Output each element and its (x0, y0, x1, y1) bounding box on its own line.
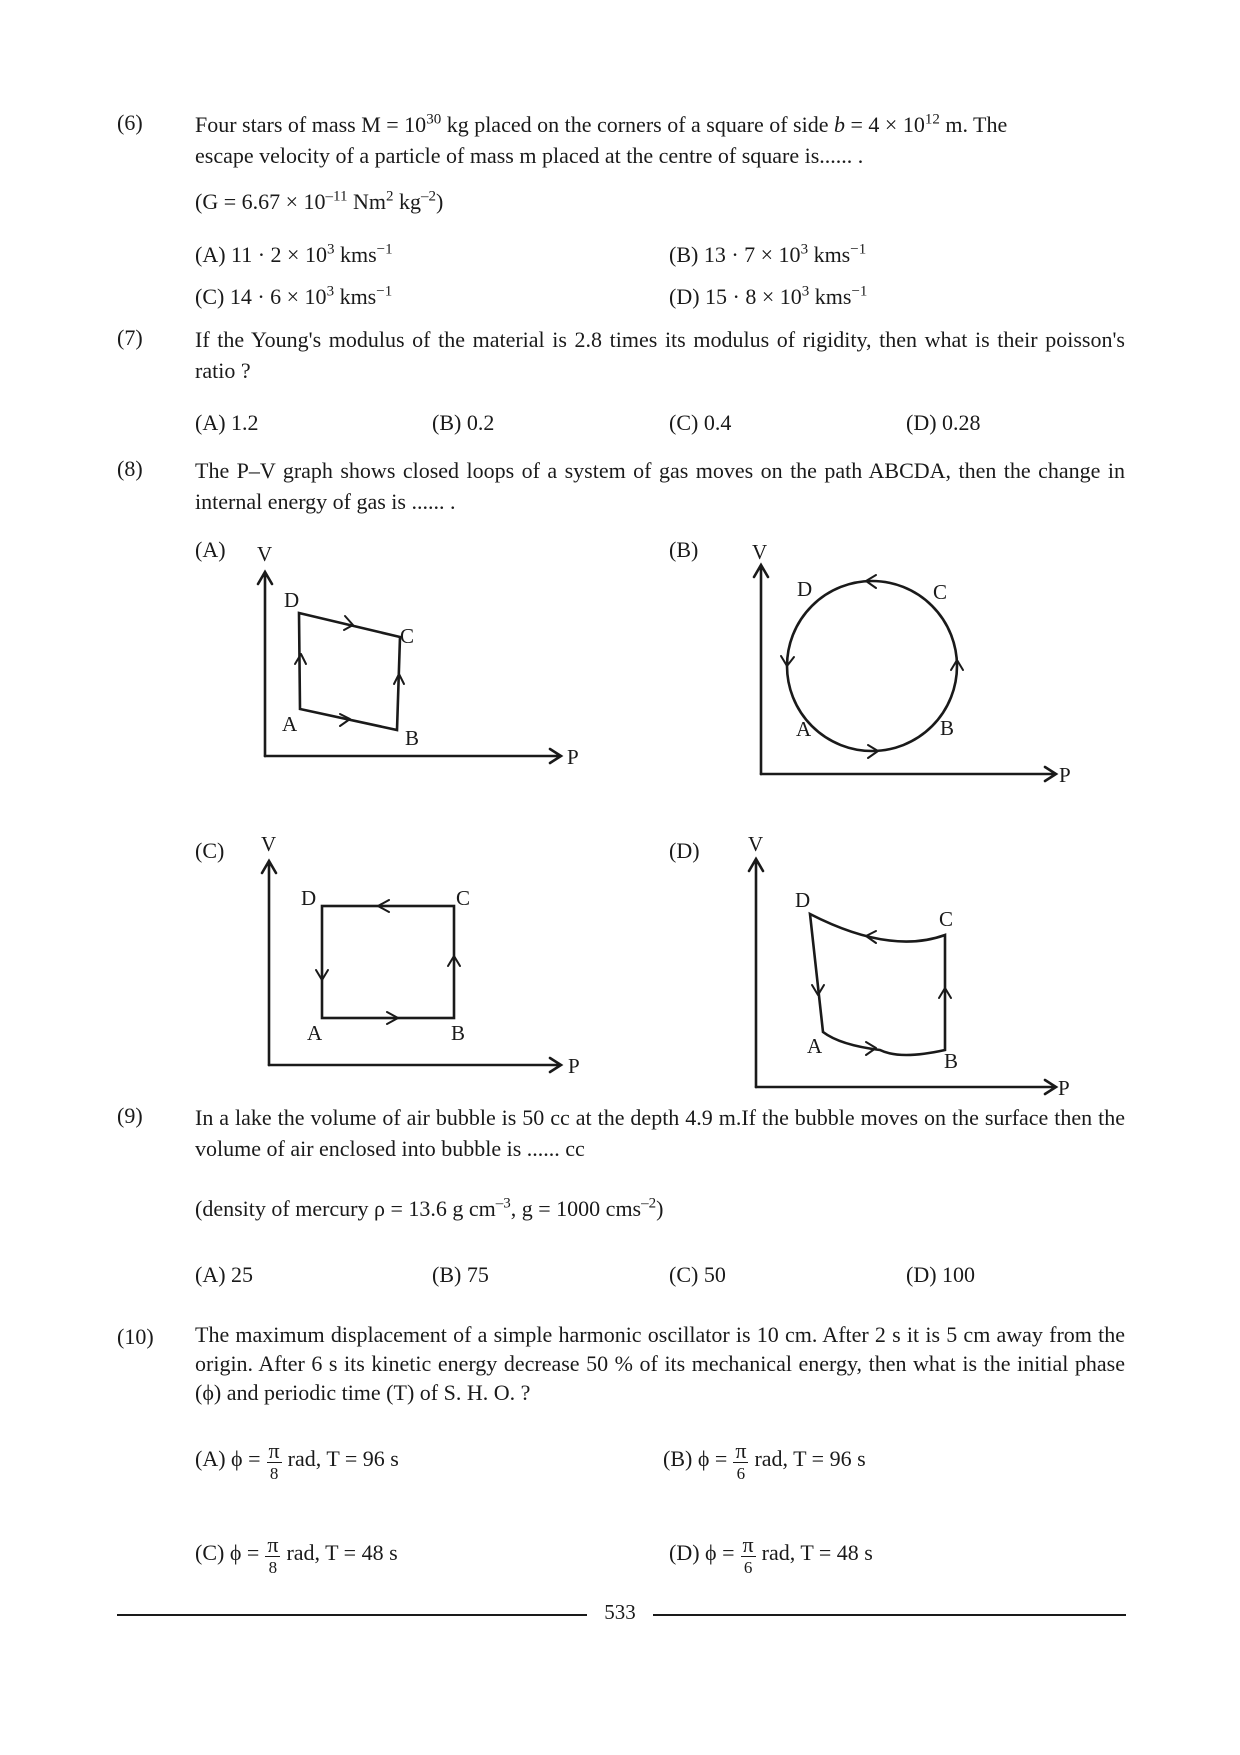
q9-option-c[interactable]: (C) 50 (669, 1262, 726, 1287)
q10-option-a[interactable]: (A) ϕ = $\frac{\pi}{8}$ rad, T = 96 s (195, 1438, 399, 1483)
q9-option-a[interactable]: (A) 25 (195, 1262, 254, 1287)
q9-text: In a lake the volume of air bubble is 50 cc at the depth 4.9 m.If the bubble moves on the surface then the volume of air enclosed into bubble is ...... cc (195, 1105, 1125, 1161)
q7-number: (7) (117, 325, 143, 350)
q10-text: The maximum displacement of a simple harmonic oscillator is 10 cm. After 2 s it is 5 cm away from the origin. After 6 s its kinetic energy decrease 50 % of its mechanical energy, then what is the initial phase (ϕ) and periodic time (T) of S. H. O. ? (195, 1322, 1125, 1405)
q10-option-c[interactable]: (C) ϕ = $\frac{\pi}{8}$ rad, T = 48 s (195, 1532, 398, 1577)
graph-c-point-c: C (456, 886, 471, 910)
q7-text: If the Young's modulus of the material is 2.8 times its modulus of rigidity, then what is their poisson's ratio ? (195, 327, 1125, 383)
q6-constant-g: ($G = 6.67 \times 10^{-11}$ Nm$^2$ $kg^{-2}$) (195, 188, 444, 214)
graph-c-point-d: D (301, 886, 317, 910)
q6-option-b[interactable]: (B) $13 \cdot 7 \times 10^3$ kms$^{-1}$ (669, 241, 867, 267)
q8-option-d-label[interactable]: (D) (669, 838, 700, 863)
graph-a-point-c: C (400, 624, 415, 648)
q10-option-b[interactable]: (B) ϕ = $\frac{\pi}{6}$ rad, T = 96 s (663, 1438, 866, 1483)
q10-option-d[interactable]: (D) ϕ = $\frac{\pi}{6}$ rad, T = 48 s (669, 1532, 873, 1577)
graph-b-point-c: C (933, 580, 948, 604)
q8-option-c-label[interactable]: (C) (195, 838, 225, 863)
q8-option-b-label[interactable]: (B) (669, 537, 699, 562)
q6-text: Four stars of mass $M = 10^{30}$ kg placed on the corners of a square of side $b = 4 \times 10^{12}$ m. The escape velocity of a particle of mass m placed at the centre of square is...... . (195, 111, 1008, 168)
graph-c-point-a: A (307, 1021, 323, 1045)
graph-a-v-label: V (257, 542, 273, 566)
q6-option-d[interactable]: (D) $15 \cdot 8 \times 10^3$ kms$^{-1}$ (669, 283, 868, 309)
q8-option-a-label[interactable]: (A) (195, 537, 226, 562)
page-number: 533 (604, 1600, 636, 1624)
graph-a-point-a: A (282, 712, 298, 736)
graph-d-point-d: D (795, 888, 811, 912)
q9-number: (9) (117, 1103, 143, 1128)
q7-option-c[interactable]: (C) 0.4 (669, 410, 732, 435)
graph-d-point-a: A (807, 1034, 823, 1058)
q7-option-b[interactable]: (B) 0.2 (432, 410, 495, 435)
graph-b-v-label: V (752, 540, 768, 564)
footer-rule-left (117, 1614, 587, 1616)
graph-b-p-label: P (1059, 763, 1071, 787)
footer-rule-right (653, 1614, 1126, 1616)
graph-c-point-b: B (451, 1021, 466, 1045)
q7-option-a[interactable]: (A) 1.2 (195, 410, 259, 435)
graph-d-point-c: C (939, 907, 954, 931)
graph-d-v-label: V (748, 832, 764, 856)
graph-b-point-b: B (940, 716, 955, 740)
graph-d-p-label: P (1058, 1076, 1070, 1100)
q6-option-c[interactable]: (C) $14 \cdot 6 \times 10^3$ kms$^{-1}$ (195, 283, 393, 309)
graph-d-point-b: B (944, 1049, 959, 1073)
graph-b-point-d: D (797, 577, 813, 601)
graph-a-point-d: D (284, 588, 300, 612)
q9-option-d[interactable]: (D) 100 (906, 1262, 976, 1287)
q10-number: (10) (117, 1324, 154, 1349)
graph-c-p-label: P (568, 1054, 580, 1078)
q7-option-d[interactable]: (D) 0.28 (906, 410, 981, 435)
q9-option-b[interactable]: (B) 75 (432, 1262, 489, 1287)
graph-a-point-b: B (405, 726, 420, 750)
q9-density-note: (density of mercury ρ = 13.6 g $cm^{-3}$, g = 1000 cms$^{-2}$) (195, 1195, 664, 1221)
q8-number: (8) (117, 456, 143, 481)
graph-b-point-a: A (796, 717, 812, 741)
q6-number: (6) (117, 110, 143, 135)
graph-c-v-label: V (261, 832, 277, 856)
graph-a-p-label: P (567, 745, 579, 769)
q6-option-a[interactable]: (A) $11 \cdot 2 \times 10^3$ kms$^{-1}$ (195, 241, 393, 267)
q8-text: The P–V graph shows closed loops of a system of gas moves on the path ABCDA, then the change in internal energy of gas is ...... . (195, 458, 1125, 514)
